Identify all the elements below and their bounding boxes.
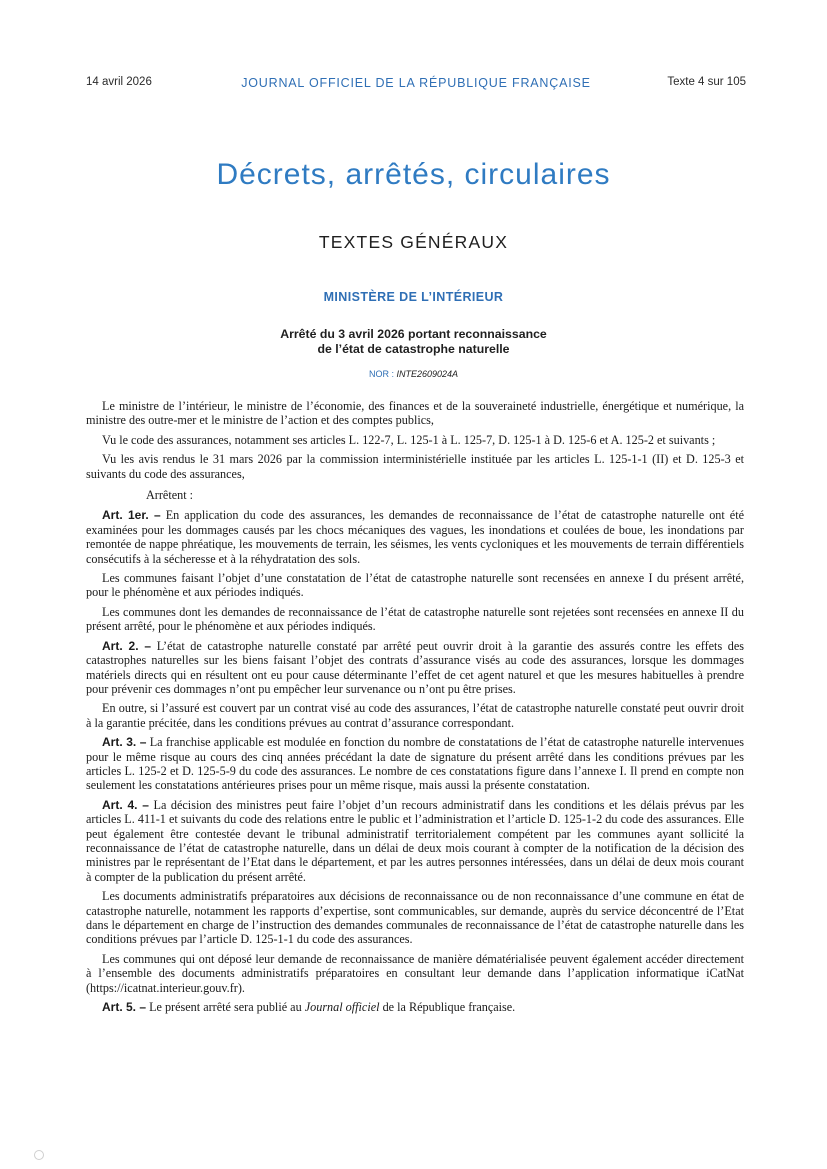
nor-label: NOR : xyxy=(368,369,397,379)
article-paragraph: Les communes faisant l’objet d’une constatation de l’état de catastrophe naturelle sont recensées en annexe I du présent arrêté, pour le phénomène et aux périodes indiqués. xyxy=(86,571,744,600)
article-paragraph: En outre, si l’assuré est couvert par un contrat visé au code des assurances, l’état de catastrophe naturelle constaté peut ouvrir droit à la garantie précitée, dans les conditions prévues au contrat d’assurance correspondant. xyxy=(86,701,744,730)
article-label: Art. 2. – xyxy=(102,638,152,653)
text-number: Texte 4 sur 105 xyxy=(667,76,746,88)
preamble-paragraph: Le ministre de l’intérieur, le ministre de l’économie, des finances et de la souveraineté industrielle, énergétique et numérique, la ministre des outre-mer et le ministre de l’action et des comptes publics, xyxy=(86,399,744,428)
article-paragraph: Les documents administratifs préparatoires aux décisions de reconnaissance ou de non reconnaissance d’une commune en état de catastrophe naturelle, notamment les rapports d’expertise, sont communicables, sur demande, auprès du service déconcentré de l’Etat dans le département en charge de l’instruction des demandes communales de reconnaissance de l’état de catastrophe naturelle dans les conditions prévues par l’article D. 125-1-1 du code des assurances. xyxy=(86,889,744,947)
article-4 xyxy=(86,798,744,884)
article-3 xyxy=(86,735,744,793)
arretent: Arrêtent : xyxy=(146,488,194,503)
article-text: En application du code des assurances, les demandes de reconnaissance de l’état de catastrophe naturelle ont été examinées pour les dommages causés par les chocs mécaniques des vagues, les inondations et coulées de boue, les inondations par remontée de nappe phréatique, les mouvements de terrain, les séismes, les vents cycloniques et les mouvements de terrain différentiels consécutifs à la sécheresse et à la réhydratation des sols. xyxy=(86,508,745,566)
arrete-title-line1: Arrêté du 3 avril 2026 portant reconnaissance xyxy=(280,327,547,341)
journal-officiel-italic: Journal officiel xyxy=(304,1000,380,1015)
ministry-heading: MINISTÈRE DE L’INTÉRIEUR xyxy=(323,290,504,304)
article-text: La franchise applicable est modulée en fonction du nombre de constatations de l’état de catastrophe naturelle intervenues pour le même risque au cours des cinq années précédant la date de signature du présent arrêté dans les conditions prévues par les articles L. 125-2 et D. 125-5-9 du code des assurances. Le nombre de ces constatations figure dans l’annexe I. Il prend en compte non seulement les constatations antérieures prises pour un même risque, mais aussi la présente constatation. xyxy=(86,735,745,793)
article-label: Art. 4. – xyxy=(102,797,149,812)
article-2 xyxy=(86,639,744,697)
preamble-paragraph: Vu le code des assurances, notamment ses articles L. 122-7, L. 125-1 à L. 125-7, D. 125-1 à D. 125-6 et A. 125-2 et suivants ; xyxy=(102,432,716,447)
page-corner-mark xyxy=(34,1150,44,1160)
arrete-title xyxy=(0,327,827,357)
preamble-paragraph: Vu les avis rendus le 31 mars 2026 par la commission interministérielle instituée par les articles L. 125-1-1 (II) et D. 125-3 et suivants du code des assurances, xyxy=(86,452,744,481)
nor-code: INTE2609024A xyxy=(396,369,459,379)
publication-date: 14 avril 2026 xyxy=(86,76,152,88)
article-paragraph: Les communes dont les demandes de reconnaissance de l’état de catastrophe naturelle sont rejetées sont recensées en annexe II du présent arrêté, pour le phénomène et aux périodes indiqués. xyxy=(86,604,744,634)
article-1 xyxy=(86,508,744,566)
article-5 xyxy=(86,1000,744,1014)
article-text: La décision des ministres peut faire l’objet d’un recours administratif dans les conditions et les délais prévus par les articles L. 411-1 et suivants du code des relations entre le public et l’administration et l’article D. 125-1-2 du code des assurances. Elle peut également être contestée devant le tribunal administratif territorialement compétent par les communes ayant sollicité la reconnaissance de l’état de catastrophe naturelle, dans un délai de deux mois courant à compter de la notification de la décision des ministres par le représentant de l’Etat dans le département, et par les autres personnes intéressées, dans un délai de deux mois courant à compter de la publication du présent arrêté. xyxy=(86,797,745,884)
article-text: L’état de catastrophe naturelle constaté par arrêté peut ouvrir droit à la garantie des assurés contre les effets des catastrophes naturelles sur les biens faisant l’objet des contrats d’assurance visés au code des assurances, lorsque les dommages matériels directs qui en résultent ont eu pour cause déterminante l’effet de cet agent naturel et que les mesures habituelles à prendre pour prévenir ces dommages n’ont pu empêcher leur survenance ou n’ont pu être prises. xyxy=(86,638,745,696)
article-label: Art. 5. – xyxy=(102,1000,147,1015)
arrete-title-line2: de l’état de catastrophe naturelle xyxy=(317,342,510,356)
article-paragraph: Les communes qui ont déposé leur demande de reconnaissance de manière dématérialisée peuvent également accéder directement à l’ensemble des documents administratifs préparatoires en consultant leur demande dans l’application informatique iCatNat (https://icatnat.interieur.gouv.fr). xyxy=(86,951,744,995)
article-label: Art. 3. – xyxy=(102,735,147,750)
article-text: Le présent arrêté sera publié au xyxy=(149,1000,305,1015)
page-header xyxy=(86,76,746,92)
nor-reference xyxy=(0,369,827,379)
article-label: Art. 1er. – xyxy=(102,508,161,523)
sub-title: TEXTES GÉNÉRAUX xyxy=(318,232,509,252)
document-body xyxy=(86,399,744,1019)
article-text: de la République française. xyxy=(379,1000,516,1015)
journal-name: JOURNAL OFFICIEL DE LA RÉPUBLIQUE FRANÇAISE xyxy=(241,76,591,90)
section-title: Décrets, arrêtés, circulaires xyxy=(216,158,611,191)
